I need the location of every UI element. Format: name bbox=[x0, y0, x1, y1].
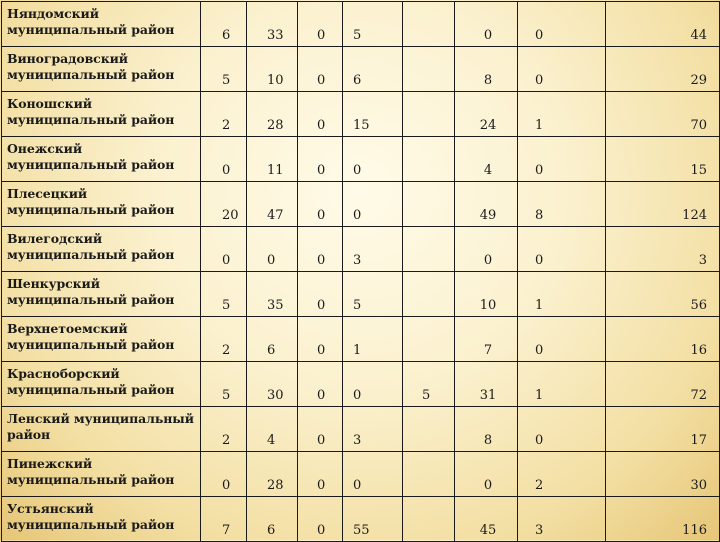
value-cell-col-3: 0 bbox=[298, 47, 343, 92]
district-name-cell: Пинежский муниципальный район bbox=[2, 452, 201, 497]
value-cell-col-8: 29 bbox=[606, 47, 720, 92]
value-cell-col-6: 7 bbox=[455, 317, 518, 362]
value-cell-col-7: 0 bbox=[518, 2, 606, 47]
value-cell-col-7: 1 bbox=[518, 92, 606, 137]
value-cell-col-4: 1 bbox=[343, 317, 403, 362]
value-cell-col-2: 30 bbox=[247, 362, 298, 407]
value-cell-col-4: 15 bbox=[343, 92, 403, 137]
value-cell-col-3: 0 bbox=[298, 182, 343, 227]
value-cell-col-4: 3 bbox=[343, 227, 403, 272]
value-cell-col-6: 49 bbox=[455, 182, 518, 227]
value-cell-col-2: 4 bbox=[247, 407, 298, 452]
value-cell-col-1: 2 bbox=[201, 407, 247, 452]
value-cell-col-3: 0 bbox=[298, 407, 343, 452]
table-row bbox=[2, 137, 720, 182]
value-cell-col-1: 0 bbox=[201, 452, 247, 497]
value-cell-col-1: 6 bbox=[201, 2, 247, 47]
value-cell-col-5 bbox=[403, 47, 455, 92]
value-cell-col-5 bbox=[403, 137, 455, 182]
value-cell-col-4: 55 bbox=[343, 497, 403, 542]
district-name-cell: Няндомский муниципальный район bbox=[2, 2, 201, 47]
value-cell-col-1: 5 bbox=[201, 47, 247, 92]
value-cell-col-8: 17 bbox=[606, 407, 720, 452]
value-cell-col-6: 31 bbox=[455, 362, 518, 407]
district-name-cell: Устьянский муниципальный район bbox=[2, 497, 201, 542]
value-cell-col-8: 124 bbox=[606, 182, 720, 227]
value-cell-col-8: 44 bbox=[606, 2, 720, 47]
value-cell-col-4: 0 bbox=[343, 182, 403, 227]
value-cell-col-3: 0 bbox=[298, 137, 343, 182]
value-cell-col-4: 5 bbox=[343, 272, 403, 317]
district-statistics-table bbox=[1, 1, 720, 542]
table-row bbox=[2, 47, 720, 92]
value-cell-col-5 bbox=[403, 2, 455, 47]
value-cell-col-3: 0 bbox=[298, 362, 343, 407]
table-row bbox=[2, 362, 720, 407]
value-cell-col-7: 0 bbox=[518, 47, 606, 92]
value-cell-col-4: 5 bbox=[343, 2, 403, 47]
value-cell-col-7: 0 bbox=[518, 137, 606, 182]
value-cell-col-8: 15 bbox=[606, 137, 720, 182]
value-cell-col-1: 2 bbox=[201, 317, 247, 362]
value-cell-col-8: 72 bbox=[606, 362, 720, 407]
value-cell-col-6: 45 bbox=[455, 497, 518, 542]
value-cell-col-6: 0 bbox=[455, 227, 518, 272]
table-row bbox=[2, 452, 720, 497]
value-cell-col-4: 3 bbox=[343, 407, 403, 452]
district-name-cell: Красноборский муниципальный район bbox=[2, 362, 201, 407]
value-cell-col-7: 2 bbox=[518, 452, 606, 497]
value-cell-col-1: 0 bbox=[201, 137, 247, 182]
value-cell-col-2: 35 bbox=[247, 272, 298, 317]
table-row bbox=[2, 182, 720, 227]
value-cell-col-7: 0 bbox=[518, 407, 606, 452]
value-cell-col-3: 0 bbox=[298, 497, 343, 542]
value-cell-col-7: 0 bbox=[518, 317, 606, 362]
value-cell-col-7: 1 bbox=[518, 272, 606, 317]
value-cell-col-4: 0 bbox=[343, 137, 403, 182]
value-cell-col-1: 7 bbox=[201, 497, 247, 542]
value-cell-col-1: 5 bbox=[201, 272, 247, 317]
value-cell-col-3: 0 bbox=[298, 2, 343, 47]
value-cell-col-6: 8 bbox=[455, 407, 518, 452]
value-cell-col-4: 6 bbox=[343, 47, 403, 92]
value-cell-col-5 bbox=[403, 182, 455, 227]
value-cell-col-6: 10 bbox=[455, 272, 518, 317]
district-name-cell: Вилегодский муниципальный район bbox=[2, 227, 201, 272]
value-cell-col-1: 2 bbox=[201, 92, 247, 137]
value-cell-col-2: 33 bbox=[247, 2, 298, 47]
table-row bbox=[2, 497, 720, 542]
value-cell-col-6: 0 bbox=[455, 452, 518, 497]
value-cell-col-3: 0 bbox=[298, 452, 343, 497]
table-row bbox=[2, 227, 720, 272]
value-cell-col-1: 20 bbox=[201, 182, 247, 227]
value-cell-col-8: 56 bbox=[606, 272, 720, 317]
value-cell-col-5: 5 bbox=[403, 362, 455, 407]
value-cell-col-7: 8 bbox=[518, 182, 606, 227]
table-body bbox=[2, 2, 720, 542]
value-cell-col-2: 10 bbox=[247, 47, 298, 92]
value-cell-col-5 bbox=[403, 452, 455, 497]
district-name-cell: Шенкурский муниципальный район bbox=[2, 272, 201, 317]
district-name-cell: Коношский муниципальный район bbox=[2, 92, 201, 137]
district-name-cell: Ленский муниципальный район bbox=[2, 407, 201, 452]
value-cell-col-8: 3 bbox=[606, 227, 720, 272]
value-cell-col-5 bbox=[403, 92, 455, 137]
district-name-cell: Виноградовский муниципальный район bbox=[2, 47, 201, 92]
value-cell-col-3: 0 bbox=[298, 272, 343, 317]
value-cell-col-5 bbox=[403, 317, 455, 362]
value-cell-col-8: 70 bbox=[606, 92, 720, 137]
value-cell-col-2: 47 bbox=[247, 182, 298, 227]
value-cell-col-6: 8 bbox=[455, 47, 518, 92]
value-cell-col-5 bbox=[403, 497, 455, 542]
value-cell-col-1: 5 bbox=[201, 362, 247, 407]
value-cell-col-6: 0 bbox=[455, 2, 518, 47]
table-row bbox=[2, 272, 720, 317]
district-name-cell: Плесецкий муниципальный район bbox=[2, 182, 201, 227]
value-cell-col-8: 116 bbox=[606, 497, 720, 542]
value-cell-col-6: 24 bbox=[455, 92, 518, 137]
value-cell-col-2: 28 bbox=[247, 452, 298, 497]
value-cell-col-2: 11 bbox=[247, 137, 298, 182]
value-cell-col-1: 0 bbox=[201, 227, 247, 272]
value-cell-col-8: 16 bbox=[606, 317, 720, 362]
table-row bbox=[2, 2, 720, 47]
table-row bbox=[2, 407, 720, 452]
value-cell-col-4: 0 bbox=[343, 452, 403, 497]
value-cell-col-7: 1 bbox=[518, 362, 606, 407]
value-cell-col-5 bbox=[403, 407, 455, 452]
value-cell-col-5 bbox=[403, 272, 455, 317]
value-cell-col-2: 28 bbox=[247, 92, 298, 137]
value-cell-col-3: 0 bbox=[298, 92, 343, 137]
value-cell-col-6: 4 bbox=[455, 137, 518, 182]
table-row bbox=[2, 92, 720, 137]
value-cell-col-2: 6 bbox=[247, 497, 298, 542]
value-cell-col-3: 0 bbox=[298, 317, 343, 362]
value-cell-col-2: 0 bbox=[247, 227, 298, 272]
district-name-cell: Онежский муниципальный район bbox=[2, 137, 201, 182]
value-cell-col-3: 0 bbox=[298, 227, 343, 272]
value-cell-col-7: 3 bbox=[518, 497, 606, 542]
district-name-cell: Верхнетоемский муниципальный район bbox=[2, 317, 201, 362]
value-cell-col-5 bbox=[403, 227, 455, 272]
value-cell-col-8: 30 bbox=[606, 452, 720, 497]
value-cell-col-4: 0 bbox=[343, 362, 403, 407]
value-cell-col-2: 6 bbox=[247, 317, 298, 362]
table-row bbox=[2, 317, 720, 362]
value-cell-col-7: 0 bbox=[518, 227, 606, 272]
